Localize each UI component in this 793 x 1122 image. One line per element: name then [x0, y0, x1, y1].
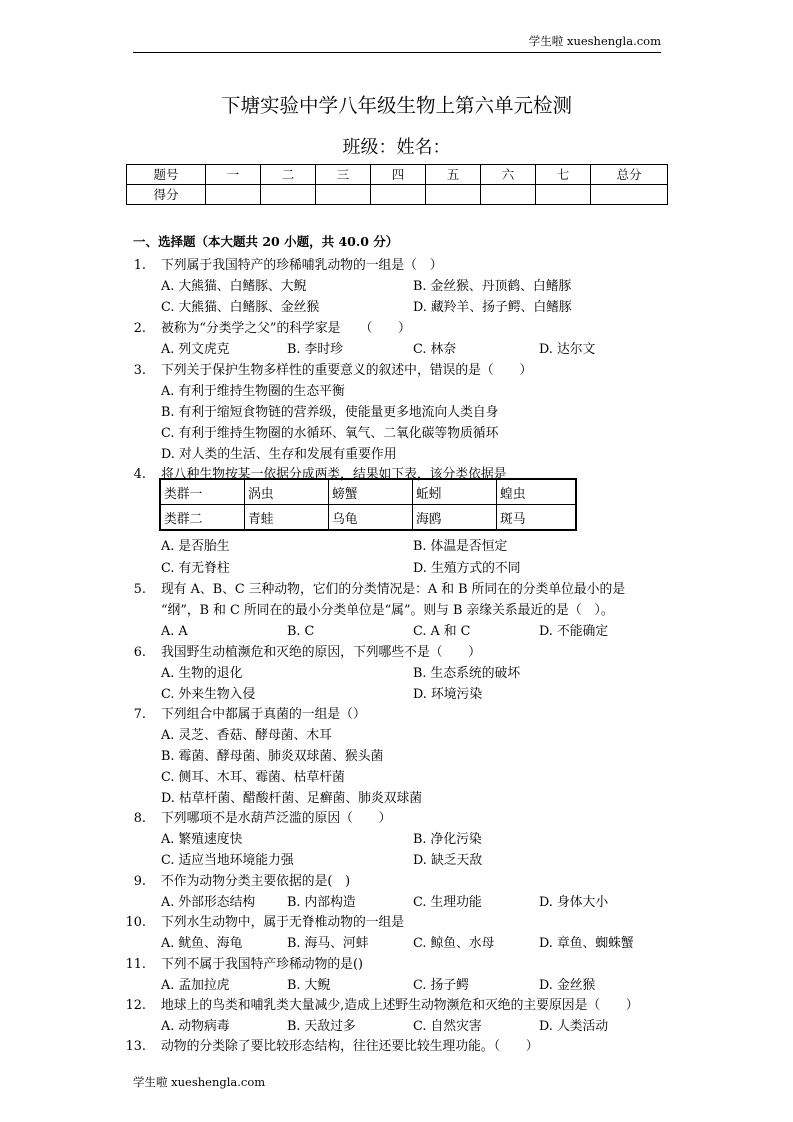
question-number: 12. [125, 998, 146, 1013]
classification-row [160, 479, 576, 505]
classification-cell: 涡虫 [245, 479, 329, 505]
answer-option[interactable]: D. 章鱼、蜘蛛蟹 [539, 936, 634, 951]
answer-option[interactable]: A. 生物的退化 [161, 666, 243, 681]
classification-cell: 青蛙 [245, 505, 329, 531]
answer-option[interactable]: B. 大鲵 [287, 978, 331, 993]
answer-option[interactable]: D. 缺乏天敌 [413, 853, 483, 868]
question-text: 现有 A、B、C 三种动物，它们的分类情况是：A 和 B 所同在的分类单位最小的是 [161, 582, 626, 597]
section-heading: 一、选择题（本大题共 20 小题，共 40.0 分） [133, 234, 399, 249]
answer-option[interactable]: D. 金丝猴 [539, 978, 596, 993]
question-number: 11. [125, 957, 146, 972]
score-header-cell: 三 [316, 165, 371, 185]
classification-cell: 乌龟 [329, 505, 413, 531]
answer-option[interactable]: C. 林奈 [413, 342, 457, 357]
answer-option[interactable]: C. 生理功能 [413, 895, 482, 910]
class-name-line: 班级：姓名： [342, 137, 451, 158]
answer-option[interactable]: A. 动物病毒 [161, 1019, 230, 1034]
answer-option[interactable]: C. 适应当地环境能力强 [161, 853, 294, 868]
answer-option[interactable]: A. 鱿鱼、海龟 [161, 936, 243, 951]
page-footer [133, 1074, 265, 1090]
score-table-score-row [127, 185, 668, 205]
question-number: 4. [133, 467, 146, 482]
score-cell[interactable] [316, 185, 371, 205]
answer-option[interactable]: A. 有利于维持生物圈的生态平衡 [161, 384, 345, 399]
classification-cell: 类群一 [160, 479, 245, 505]
answer-option[interactable]: D. 藏羚羊、扬子鳄、白鳍豚 [413, 300, 572, 315]
question-number: 10. [125, 915, 146, 930]
answer-option[interactable]: B. C [287, 624, 315, 639]
answer-option[interactable]: B. 体温是否恒定 [413, 539, 508, 554]
answer-option[interactable]: C. 有利于维持生物圈的水循环、氧气、二氧化碳等物质循环 [161, 426, 499, 441]
footer-site: 学生啦 xueshengla.com [133, 1075, 266, 1089]
classification-cell: 类群二 [160, 505, 245, 531]
answer-option[interactable]: D. 环境污染 [413, 687, 483, 702]
question-text: 我国野生动植濒危和灭绝的原因，下列哪些不是（ ） [161, 645, 481, 660]
question-number: 1. [133, 258, 146, 273]
classification-cell: 斑马 [497, 505, 577, 531]
question-text: 下列关于保护生物多样性的重要意义的叙述中，错误的是（ ） [161, 363, 533, 378]
score-table-header-row [127, 165, 668, 185]
answer-option[interactable]: D. 身体大小 [539, 895, 609, 910]
classification-cell: 蝗虫 [497, 479, 577, 505]
answer-option[interactable]: A. 外部形态结构 [161, 895, 256, 910]
answer-option[interactable]: A. 是否胎生 [161, 539, 230, 554]
classification-table [159, 478, 577, 531]
question-number: 6. [133, 645, 146, 660]
answer-option[interactable]: B. 有利于缩短食物链的营养级，使能量更多地流向人类自身 [161, 405, 499, 420]
answer-option[interactable]: C. 有无脊柱 [161, 561, 230, 576]
score-cell[interactable] [591, 185, 668, 205]
question-text: 动物的分类除了要比较形态结构，往往还要比较生理功能。（ ） [161, 1039, 539, 1054]
answer-option[interactable]: C. 外来生物入侵 [161, 687, 256, 702]
question-number: 8. [133, 811, 146, 826]
question-text: “纲”，B 和 C 所同在的最小分类单位是“属”。则与 B 亲缘关系最近的是（ ）。 [161, 603, 614, 618]
answer-option[interactable]: D. 对人类的生活、生存和发展有重要作用 [161, 447, 397, 462]
question-text: 下列组合中都属于真菌的一组是（） [161, 707, 366, 722]
question-text: 下列属于我国特产的珍稀哺乳动物的一组是（ ） [161, 258, 443, 273]
answer-option[interactable]: B. 海马、河蚌 [287, 936, 369, 951]
answer-option[interactable]: D. 达尔文 [539, 342, 596, 357]
score-header-cell: 六 [481, 165, 536, 185]
question-text: 将八种生物按某一依据分成两类，结果如下表，该分类依据是 [161, 467, 507, 482]
answer-option[interactable]: D. 不能确定 [539, 624, 609, 639]
score-header-cell: 五 [426, 165, 481, 185]
score-row-label: 得分 [127, 185, 206, 205]
score-cell[interactable] [536, 185, 591, 205]
answer-option[interactable]: C. A 和 C [413, 624, 471, 639]
question-text: 被称为“分类学之父”的科学家是 （ ） [161, 321, 411, 336]
answer-option[interactable]: A. 灵芝、香菇、酵母菌、木耳 [161, 728, 332, 743]
page-header [133, 34, 661, 53]
answer-option[interactable]: C. 自然灾害 [413, 1019, 482, 1034]
question-text: 不作为动物分类主要依据的是( ) [161, 874, 351, 889]
answer-option[interactable]: B. 金丝猴、丹顶鹤、白鳍豚 [413, 279, 572, 294]
question-number: 2. [133, 321, 146, 336]
answer-option[interactable]: B. 霉菌、酵母菌、肺炎双球菌、猴头菌 [161, 749, 384, 764]
answer-option[interactable]: D. 人类活动 [539, 1019, 609, 1034]
page-title: 下塘实验中学八年级生物上第六单元检测 [220, 94, 572, 117]
answer-option[interactable]: B. 内部构造 [287, 895, 356, 910]
score-header-cell: 题号 [127, 165, 206, 185]
question-number: 5. [133, 582, 146, 597]
score-header-cell: 一 [206, 165, 261, 185]
answer-option[interactable]: D. 枯草杆菌、醋酸杆菌、足癣菌、肺炎双球菌 [161, 791, 423, 806]
question-text: 下列哪项不是水葫芦泛滥的原因（ ） [161, 811, 392, 826]
answer-option[interactable]: B. 净化污染 [413, 832, 482, 847]
score-table [126, 164, 668, 205]
score-header-cell: 二 [261, 165, 316, 185]
classification-cell: 蚯蚓 [413, 479, 497, 505]
answer-option[interactable]: B. 李时珍 [287, 342, 343, 357]
question-number: 13. [125, 1039, 146, 1054]
classification-row [160, 505, 576, 531]
score-cell[interactable] [371, 185, 426, 205]
answer-option[interactable]: A. A [161, 624, 188, 639]
score-cell[interactable] [206, 185, 261, 205]
answer-option[interactable]: B. 生态系统的破坏 [413, 666, 521, 681]
answer-option[interactable]: C. 大熊猫、白鳍豚、金丝猴 [161, 300, 320, 315]
question-number: 7. [133, 707, 146, 722]
score-header-cell: 四 [371, 165, 426, 185]
answer-option[interactable]: A. 孟加拉虎 [161, 978, 230, 993]
classification-cell: 海鸥 [413, 505, 497, 531]
score-cell[interactable] [426, 185, 481, 205]
question-number: 9. [133, 874, 146, 889]
score-cell[interactable] [261, 185, 316, 205]
answer-option[interactable]: C. 扬子鳄 [413, 978, 469, 993]
answer-option[interactable]: B. 天敌过多 [287, 1019, 356, 1034]
answer-option[interactable]: C. 侧耳、木耳、霉菌、枯草杆菌 [161, 770, 345, 785]
question-text: 地球上的鸟类和哺乳类大量减少,造成上述野生动物濒危和灭绝的主要原因是（ ） [161, 998, 639, 1013]
answer-option[interactable]: C. 鲸鱼、水母 [413, 936, 495, 951]
score-cell[interactable] [481, 185, 536, 205]
answer-option[interactable]: A. 繁殖速度快 [161, 832, 243, 847]
question-number: 3. [133, 363, 146, 378]
answer-option[interactable]: A. 大熊猫、白鳍豚、大鲵 [161, 279, 307, 294]
answer-option[interactable]: D. 生殖方式的不同 [413, 561, 521, 576]
header-site: 学生啦 xueshengla.com [528, 34, 661, 48]
classification-cell: 螃蟹 [329, 479, 413, 505]
question-text: 下列水生动物中，属于无脊椎动物的一组是 [161, 915, 405, 930]
score-header-cell: 七 [536, 165, 591, 185]
answer-option[interactable]: A. 列文虎克 [161, 342, 230, 357]
score-header-cell: 总分 [591, 165, 668, 185]
question-text: 下列不属于我国特产珍稀动物的是() [161, 957, 363, 972]
